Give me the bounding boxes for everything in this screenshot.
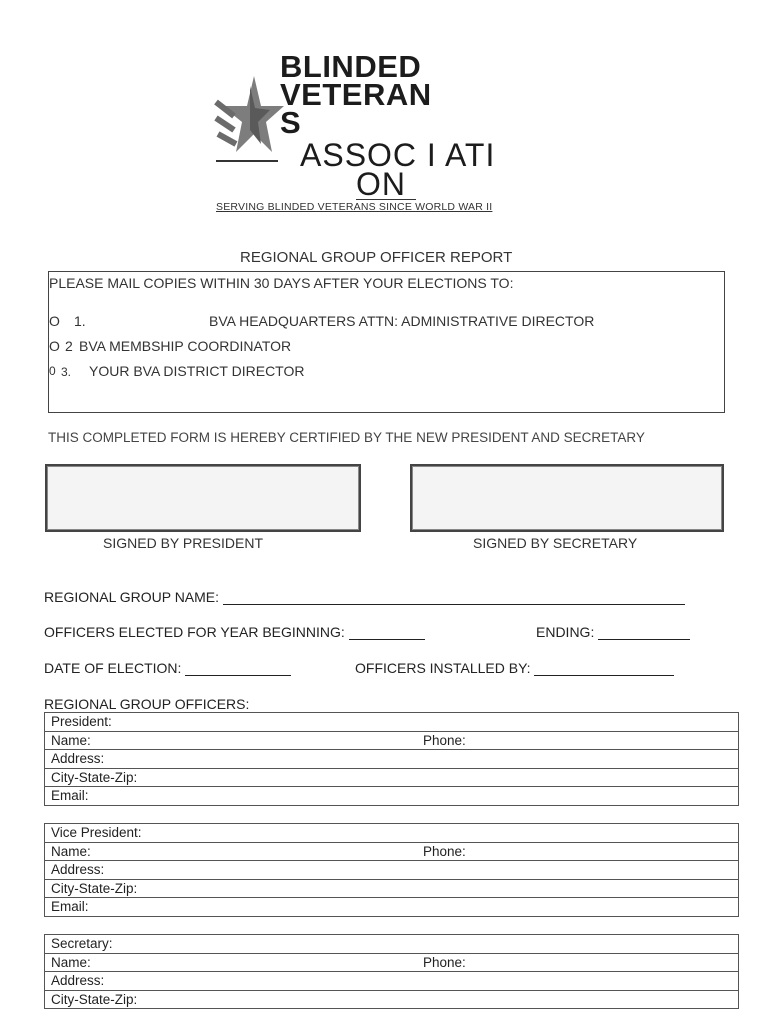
president-table bbox=[44, 712, 739, 806]
logo-tagline: SERVING BLINDED VETERANS SINCE WORLD WAR II bbox=[216, 201, 493, 213]
email-cell[interactable]: Email: bbox=[45, 787, 739, 806]
group-name-line[interactable] bbox=[223, 590, 685, 605]
phone-cell[interactable]: Phone: bbox=[417, 953, 739, 972]
option-district: YOUR BVA DISTRICT DIRECTOR bbox=[89, 363, 305, 379]
officer-role: Vice President: bbox=[45, 824, 739, 843]
city-state-zip-cell[interactable]: City-State-Zip: bbox=[45, 768, 739, 787]
email-cell[interactable]: Email: bbox=[45, 898, 739, 917]
secretary-table bbox=[44, 934, 739, 1009]
option-bullet: 0 bbox=[49, 364, 56, 378]
year-beginning-line[interactable] bbox=[349, 625, 425, 640]
group-name-field[interactable] bbox=[44, 589, 685, 605]
year-beginning-field[interactable] bbox=[44, 624, 425, 640]
name-cell[interactable]: Name: bbox=[45, 842, 418, 861]
president-signature-box[interactable] bbox=[45, 464, 361, 532]
logo-line-4: ASSOC I ATI bbox=[300, 137, 496, 173]
phone-cell[interactable]: Phone: bbox=[417, 731, 739, 750]
ending-label: ENDING: bbox=[536, 624, 595, 640]
star-logo-icon bbox=[214, 72, 286, 168]
installed-by-line[interactable] bbox=[534, 661, 674, 676]
option-number: 3. bbox=[61, 365, 72, 379]
option-bullet: O bbox=[49, 338, 60, 354]
option-bullet: O bbox=[49, 313, 60, 329]
date-of-election-label: DATE OF ELECTION: bbox=[44, 660, 182, 676]
city-state-zip-cell[interactable]: City-State-Zip: bbox=[45, 879, 739, 898]
officer-role: Secretary: bbox=[45, 935, 739, 954]
officer-role: President: bbox=[45, 713, 739, 732]
secretary-signature-box[interactable] bbox=[410, 464, 724, 532]
address-cell[interactable]: Address: bbox=[45, 861, 739, 880]
logo-underline bbox=[356, 199, 416, 200]
phone-cell[interactable]: Phone: bbox=[417, 842, 739, 861]
option-number: 2 bbox=[65, 338, 73, 354]
address-cell[interactable]: Address: bbox=[45, 750, 739, 769]
year-beginning-label: OFFICERS ELECTED FOR YEAR BEGINNING: bbox=[44, 624, 345, 640]
logo-line-1: BLINDED bbox=[280, 49, 422, 84]
city-state-zip-cell[interactable]: City-State-Zip: bbox=[45, 990, 739, 1009]
option-membership: BVA MEMBSHIP COORDINATOR bbox=[79, 338, 292, 354]
president-signature-label: SIGNED BY PRESIDENT bbox=[103, 535, 264, 551]
certify-text: THIS COMPLETED FORM IS HEREBY CERTIFIED BY THE NEW PRESIDENT AND SECRETARY bbox=[48, 430, 645, 445]
logo-line-5: ON bbox=[356, 166, 406, 202]
date-of-election-line[interactable] bbox=[185, 661, 291, 676]
mail-heading: PLEASE MAIL COPIES WITHIN 30 DAYS AFTER YOUR ELECTIONS TO: bbox=[49, 275, 514, 291]
name-cell[interactable]: Name: bbox=[45, 731, 418, 750]
installed-by-label: OFFICERS INSTALLED BY: bbox=[355, 660, 531, 676]
ending-field[interactable] bbox=[536, 624, 690, 640]
group-name-label: REGIONAL GROUP NAME: bbox=[44, 589, 220, 605]
logo-rule bbox=[216, 160, 278, 162]
option-hq: BVA HEADQUARTERS ATTN: ADMINISTRATIVE DIRECTOR bbox=[209, 313, 595, 329]
address-cell[interactable]: Address: bbox=[45, 972, 739, 991]
logo-line-2: VETERAN bbox=[280, 77, 432, 112]
form-title: REGIONAL GROUP OFFICER REPORT bbox=[240, 249, 513, 266]
mail-instructions-box bbox=[48, 271, 725, 413]
installed-by-field[interactable] bbox=[355, 660, 674, 676]
ending-line[interactable] bbox=[598, 625, 690, 640]
option-number: 1. bbox=[74, 313, 86, 329]
date-of-election-field[interactable] bbox=[44, 660, 291, 676]
officers-heading: REGIONAL GROUP OFFICERS: bbox=[44, 696, 250, 712]
logo-line-3: S bbox=[280, 105, 302, 140]
vice-president-table bbox=[44, 823, 739, 917]
name-cell[interactable]: Name: bbox=[45, 953, 418, 972]
secretary-signature-label: SIGNED BY SECRETARY bbox=[473, 535, 638, 551]
